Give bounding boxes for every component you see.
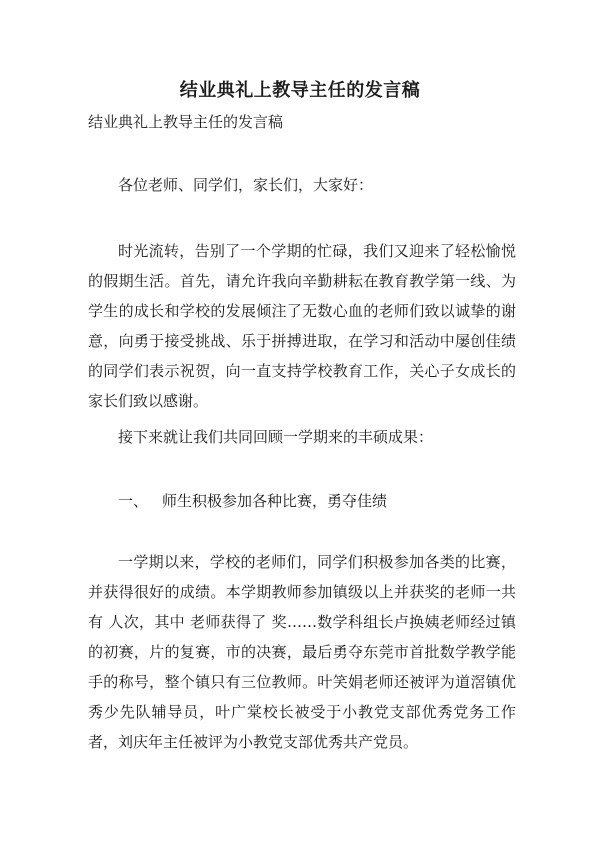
section-1-body-paragraph: 一学期以来，学校的老师们，同学们积极参加各类的比赛，并获得很好的成绩。本学期教师参加镇级以上并获奖的老师一共有 人次，其中 老师获得了 奖……数学科组长卢换姨老师经过镇的初赛，片的复赛，市的决赛，最后勇夺东莞市首批数学教学能手的称号，整个镇只有三位教师。叶笑娟老师还被评为道滘镇优秀少先队辅导员，叶广棠校长被受于小教党支部优秀党务工作者，刘庆年主任被评为小教党支部优秀共产党员。	[88, 553, 516, 751]
document-subtitle: 结业典礼上教导主任的发言稿	[88, 113, 284, 131]
greeting-paragraph: 各位老师、同学们，家长们，大家好：	[118, 176, 374, 194]
section-1-heading	[88, 486, 516, 516]
section-1-number: 一、	[118, 492, 149, 510]
intro-paragraph: 时光流转，告别了一个学期的忙碌，我们又迎来了轻松愉悦的假期生活。首先，请允许我向辛勤耕耘在教育教学第一线、为学生的成长和学校的发展倾注了无数心血的老师们致以诚挚的谢意，向勇于接受挑战、乐于拼搏进取，在学习和活动中屡创佳绩的同学们表示祝贺，向一直支持学校教育工作，关心子女成长的家长们致以感谢。	[88, 242, 516, 410]
section-1-heading-text: 师生积极参加各种比赛，勇夺佳绩	[162, 492, 388, 510]
transition-paragraph: 接下来就让我们共同回顾一学期来的丰硕成果：	[118, 428, 434, 446]
document-title: 结业典礼上教导主任的发言稿	[179, 80, 421, 101]
